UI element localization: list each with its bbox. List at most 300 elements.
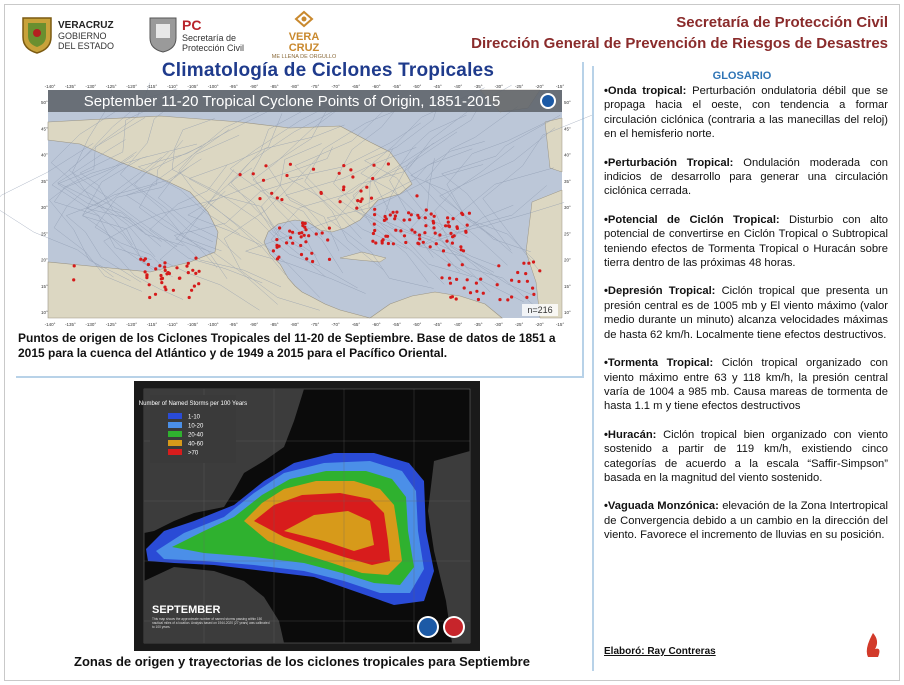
elaboro-credit: Elaboró: Ray Contreras <box>604 646 716 657</box>
origin-point <box>459 245 462 248</box>
latitude-tick-label: 50° <box>564 100 571 105</box>
longitude-tick-label: -75° <box>311 84 320 89</box>
glossary-definition: Ondulación moderada con indicios de desarrollo para generar una circulación ciclónica cerrada. <box>604 156 888 198</box>
origin-point <box>315 232 318 235</box>
origin-point <box>355 207 358 210</box>
origin-point <box>275 238 278 241</box>
map1-count: n=216 <box>527 305 553 315</box>
origin-point <box>452 217 455 220</box>
origin-point <box>464 231 467 234</box>
longitude-tick-label: -110° <box>167 84 178 89</box>
longitude-tick-label: -135° <box>64 84 76 89</box>
glossary-definition: Ciclón tropical bien organizado con viento sostenido a partir de 119 km/h, existiendo cinco categorías de acuerdo a la escala “Saffir-Simpson” basada en la magnitud del viento sostenido. <box>604 428 888 484</box>
glossary-term: •Potencial de Ciclón Tropical: <box>604 213 780 226</box>
longitude-tick-label: -90° <box>249 322 259 327</box>
legend-label: 20-40 <box>188 432 204 439</box>
longitude-tick-label: -100° <box>207 322 219 327</box>
origin-point <box>410 228 413 231</box>
origin-point <box>258 197 261 200</box>
latitude-tick-label: 15° <box>564 283 571 289</box>
origin-point <box>188 296 191 299</box>
origin-point <box>187 271 190 274</box>
origin-point <box>289 163 292 166</box>
origin-point <box>418 234 421 237</box>
glossary-term: •Huracán: <box>604 428 657 441</box>
origin-point <box>311 260 314 263</box>
origin-point <box>349 168 352 171</box>
longitude-tick-label: -30° <box>494 84 503 89</box>
origin-point <box>303 234 306 237</box>
origin-point <box>392 211 395 214</box>
origin-point <box>517 280 520 283</box>
origin-point <box>477 298 480 301</box>
legend-label: 10-20 <box>188 423 204 430</box>
header-title-direccion: Dirección General de Prevención de Riesgos de Desastres <box>471 35 888 52</box>
origin-point <box>455 225 458 228</box>
origin-point <box>371 240 374 243</box>
origin-point <box>163 261 166 264</box>
origin-point <box>506 298 509 301</box>
origin-point <box>497 264 500 267</box>
logo-proteccion-civil <box>148 12 260 58</box>
latitude-tick-label: 10° <box>41 310 48 315</box>
origin-point <box>449 296 452 299</box>
longitude-tick-label: -35° <box>474 84 483 89</box>
origin-point <box>416 214 419 217</box>
longitude-tick-label: -60° <box>372 84 381 89</box>
origin-point <box>438 233 441 236</box>
origin-point <box>498 298 501 301</box>
origin-point <box>298 232 301 235</box>
origin-point <box>278 226 281 229</box>
latitude-tick-label: 20° <box>41 257 48 263</box>
origin-point <box>175 266 178 269</box>
latitude-tick-label: 20° <box>564 257 571 263</box>
header-title-secretaria: Secretaría de Protección Civil <box>676 14 888 31</box>
glossary-term: •Tormenta Tropical: <box>604 357 714 370</box>
glossary-definition: Perturbación ondulatoria débil que se propaga hacia el oeste, con tendencia a formar circulación ciclónica (contraria a las manecillas del reloj) en el hemisferio norte. <box>604 85 889 141</box>
origin-point <box>321 231 324 234</box>
origin-point <box>163 265 166 268</box>
longitude-tick-label: -115° <box>146 84 158 89</box>
origin-point <box>144 270 147 273</box>
origin-point <box>532 293 535 296</box>
latitude-tick-label: 35° <box>564 178 571 184</box>
veracruz-shield-icon <box>20 15 54 55</box>
origin-point <box>373 223 376 226</box>
longitude-tick-label: -80° <box>290 322 299 327</box>
origin-point <box>524 272 527 275</box>
origin-point <box>445 240 448 243</box>
logo-vera-line3: ME LLENA DE ORGULLO <box>271 53 337 60</box>
origin-point <box>160 281 163 284</box>
latitude-tick-label: 25° <box>41 231 48 237</box>
glossary-entry <box>594 156 890 199</box>
origin-point <box>434 232 437 235</box>
origin-point <box>154 293 157 296</box>
longitude-tick-label: -15° <box>555 84 565 89</box>
header-titles <box>471 12 888 55</box>
longitude-tick-label: -120° <box>126 84 138 89</box>
origin-point <box>339 200 342 203</box>
origin-point <box>193 285 196 288</box>
origin-point <box>448 263 451 266</box>
origin-point <box>262 179 265 182</box>
origin-point <box>338 172 341 175</box>
longitude-tick-label: -30° <box>494 322 503 327</box>
origin-point <box>394 229 397 232</box>
origin-point <box>416 242 419 245</box>
longitude-tick-label: -140° <box>44 322 56 327</box>
origin-point <box>276 196 279 199</box>
origin-point <box>328 258 331 261</box>
origin-point <box>365 186 368 189</box>
longitude-tick-label: -45° <box>433 84 442 89</box>
logo-veracruz-gobierno <box>20 12 138 58</box>
origin-point <box>239 173 242 176</box>
longitude-tick-label: -75° <box>311 322 320 327</box>
origin-point <box>432 220 435 223</box>
origin-point <box>342 188 345 191</box>
glossary-entries <box>594 84 890 543</box>
longitude-tick-label: -85° <box>270 84 279 89</box>
origin-point <box>389 213 392 216</box>
longitude-tick-label: -25° <box>515 322 524 327</box>
origin-point <box>142 259 145 262</box>
latitude-tick-label: 10° <box>564 310 571 315</box>
caption-origin-map: Puntos de origen de los Ciclones Tropicales del 11-20 de Septiembre. Base de datos de 1851 a 2015 para la cuenca del Atlántico y de 1949 a 2015 para el Pacífico Oriental. <box>18 331 556 360</box>
origin-point <box>272 249 275 252</box>
origin-point <box>538 269 541 272</box>
origin-point <box>145 276 148 279</box>
origin-point <box>460 212 463 215</box>
logo-vera-line1: VERA <box>288 30 320 43</box>
longitude-tick-label: -70° <box>331 84 340 89</box>
origin-point <box>172 289 175 292</box>
logo-veracruz-line3: DEL ESTADO <box>58 40 115 51</box>
longitude-tick-label: -70° <box>331 322 340 327</box>
latitude-tick-label: 40° <box>564 152 571 158</box>
origin-point <box>424 216 427 219</box>
longitude-tick-label: -125° <box>105 322 117 327</box>
origin-point <box>148 296 151 299</box>
glossary-entry <box>594 284 890 342</box>
cyclone-origin-map <box>40 82 570 328</box>
caption-frequency-map: Zonas de origen y trayectorias de los ciclones tropicales para Septiembre <box>74 654 530 669</box>
origin-point <box>299 244 302 247</box>
longitude-tick-label: -55° <box>392 322 401 327</box>
origin-point <box>526 280 529 283</box>
glossary-panel <box>592 66 890 671</box>
origin-point <box>418 237 421 240</box>
origin-point <box>413 231 416 234</box>
origin-point <box>447 221 450 224</box>
origin-point <box>393 217 396 220</box>
origin-point <box>194 257 197 260</box>
origin-point <box>516 271 519 274</box>
origin-point <box>410 213 413 216</box>
origin-point <box>190 289 193 292</box>
origin-point <box>449 282 452 285</box>
origin-point <box>304 222 307 225</box>
origin-point <box>304 240 307 243</box>
origin-point <box>403 234 406 237</box>
origin-point <box>359 189 362 192</box>
origin-point <box>442 249 445 252</box>
latitude-tick-label: 45° <box>41 126 48 132</box>
origin-point <box>178 277 181 280</box>
longitude-tick-label: -20° <box>535 322 544 327</box>
origin-point <box>72 278 75 281</box>
origin-point <box>342 185 345 188</box>
longitude-tick-label: -50° <box>413 322 422 327</box>
origin-point <box>455 278 458 281</box>
longitude-tick-label: -35° <box>474 322 483 327</box>
longitude-tick-label: -130° <box>85 322 97 327</box>
origin-point <box>167 271 170 274</box>
origin-point <box>432 226 435 229</box>
origin-point <box>446 216 449 219</box>
origin-point <box>482 292 485 295</box>
longitude-tick-label: -95° <box>229 84 238 89</box>
origin-point <box>198 270 201 273</box>
glossary-entry <box>594 428 890 486</box>
longitude-tick-label: -65° <box>351 322 361 327</box>
origin-point <box>449 232 452 235</box>
origin-point <box>328 227 331 230</box>
origin-point <box>444 224 447 227</box>
origin-point <box>159 274 162 277</box>
origin-point <box>139 258 142 261</box>
origin-point <box>289 236 292 239</box>
logo-pc-line2: Secretaría de <box>182 33 237 43</box>
origin-point <box>300 253 303 256</box>
logo-vera-line2: CRUZ <box>288 41 320 54</box>
origin-point <box>276 246 279 249</box>
glossary-entry <box>594 84 890 142</box>
glossary-entry <box>594 213 890 271</box>
origin-point <box>291 242 294 245</box>
origin-point <box>154 267 157 270</box>
latitude-tick-label: 40° <box>41 152 48 158</box>
origin-point <box>280 198 283 201</box>
origin-point <box>440 276 443 279</box>
origin-point <box>435 242 438 245</box>
origin-point <box>422 241 425 244</box>
origin-point <box>326 238 329 241</box>
origin-point <box>387 242 390 245</box>
latitude-tick-label: 15° <box>41 283 48 289</box>
longitude-tick-label: -110° <box>167 322 178 327</box>
origin-point <box>160 277 163 280</box>
origin-point <box>373 208 376 211</box>
latitude-tick-label: 25° <box>564 231 571 237</box>
longitude-tick-label: -40° <box>453 84 463 89</box>
origin-point <box>371 177 374 180</box>
origin-point <box>394 214 397 217</box>
origin-point <box>373 213 376 216</box>
origin-point <box>342 164 345 167</box>
origin-point <box>305 257 308 260</box>
origin-point <box>73 264 76 267</box>
small-brand-logo <box>862 631 884 661</box>
latitude-tick-label: 30° <box>41 205 48 210</box>
origin-point <box>351 175 354 178</box>
origin-point <box>404 241 407 244</box>
longitude-tick-label: -125° <box>105 84 117 89</box>
origin-point <box>194 272 197 275</box>
origin-point <box>522 262 525 265</box>
longitude-tick-label: -130° <box>85 84 97 89</box>
header <box>10 8 894 60</box>
glossary-term: •Perturbación Tropical: <box>604 156 734 169</box>
glossary-definition: Disturbio con alto potencial de convertirse en Ciclón Tropical o Subtropical teniendo efectos de Tormenta Tropical o Huracán sobre tierra dentro de las próximas 48 horas. <box>604 213 889 270</box>
origin-point <box>399 229 402 232</box>
origin-point <box>373 229 376 232</box>
origin-point <box>403 219 406 222</box>
longitude-tick-label: -15° <box>555 322 565 327</box>
longitude-tick-label: -85° <box>270 322 279 327</box>
glossary-entry <box>594 356 890 414</box>
origin-point <box>408 218 411 221</box>
origin-point <box>381 241 384 244</box>
origin-point <box>392 242 395 245</box>
origin-point <box>285 174 288 177</box>
origin-point <box>430 212 433 215</box>
map2-note <box>152 617 272 643</box>
glossary-term: •Depresión Tropical: <box>604 285 716 298</box>
longitude-tick-label: -20° <box>535 84 544 89</box>
origin-point <box>479 278 482 281</box>
origin-point <box>304 228 307 231</box>
origin-point <box>527 262 530 265</box>
origin-point <box>370 197 373 200</box>
longitude-tick-label: -100° <box>207 84 219 89</box>
map1-title: September 11-20 Tropical Cyclone Points of Origin, 1851-2015 <box>83 93 501 110</box>
origin-point <box>288 230 291 233</box>
origin-point <box>163 286 166 289</box>
longitude-tick-label: -50° <box>413 84 422 89</box>
longitude-tick-label: -135° <box>64 322 76 327</box>
glossary-entry <box>594 499 890 542</box>
main-title: Climatología de Ciclones Tropicales <box>161 60 495 81</box>
origin-point <box>466 278 469 281</box>
origin-point <box>387 162 390 165</box>
vera-ornament-icon <box>295 11 313 27</box>
latitude-tick-label: 45° <box>564 126 571 132</box>
origin-point <box>395 211 398 214</box>
origin-point <box>148 283 151 286</box>
origin-point <box>310 252 313 255</box>
origin-point <box>525 296 528 299</box>
origin-point <box>356 199 359 202</box>
legend-swatch <box>168 422 182 428</box>
logo-veracruz-line1: VERACRUZ <box>58 19 114 31</box>
legend-label: >70 <box>188 450 199 457</box>
logo-veracruz-orgullo <box>264 12 344 58</box>
origin-point <box>460 248 463 251</box>
longitude-tick-label: -95° <box>229 322 238 327</box>
origin-point <box>415 194 418 197</box>
origin-point <box>191 269 194 272</box>
origin-point <box>145 273 148 276</box>
longitude-tick-label: -105° <box>187 84 199 89</box>
month-label: SEPTEMBER <box>152 604 221 616</box>
cyclone-origin-map-graphic <box>40 82 570 328</box>
origin-point <box>532 260 535 263</box>
origin-point <box>312 168 315 171</box>
logo-veracruz-line2: GOBIERNO <box>58 30 107 41</box>
longitude-tick-label: -115° <box>146 322 158 327</box>
longitude-tick-label: -25° <box>515 84 524 89</box>
origin-point <box>307 234 310 237</box>
legend-swatch <box>168 449 182 455</box>
glossary-definition: elevación de la Zona Intertropical de Convergencia debido a un cambio en la dirección del viento. Favorece el incremento de lluvias en su posición. <box>604 500 889 542</box>
origin-point <box>451 242 454 245</box>
legend-label: 40-60 <box>188 441 204 448</box>
origin-point <box>496 283 499 286</box>
origin-point <box>466 224 469 227</box>
origin-point <box>475 290 478 293</box>
origin-point <box>270 192 273 195</box>
legend-title: Number of Named Storms per 100 Years <box>138 401 248 407</box>
longitude-tick-label: -90° <box>249 84 259 89</box>
longitude-tick-label: -55° <box>392 84 401 89</box>
origin-point <box>463 286 466 289</box>
latitude-tick-label: 35° <box>41 178 48 184</box>
origin-point <box>448 277 451 280</box>
origin-point <box>285 241 288 244</box>
glossary-term: •Onda tropical: <box>604 85 687 97</box>
glossary-definition: Ciclón tropical organizado con viento máximo entre 63 y 118 km/h, la presión central varía de 1004 a 985 mb. Causa mareas de tormenta de hasta 1.1 m y tiene efectos destructivos <box>604 357 888 413</box>
origin-point <box>374 241 377 244</box>
origin-point <box>197 282 200 285</box>
legend-swatch <box>168 431 182 437</box>
legend-swatch <box>168 413 182 419</box>
origin-point <box>468 212 471 215</box>
glossary-title: GLOSARIO <box>712 70 772 82</box>
origin-point <box>187 262 190 265</box>
origin-point <box>276 257 279 260</box>
pc-shield-icon <box>148 16 178 54</box>
origin-point <box>252 172 255 175</box>
origin-point <box>361 197 364 200</box>
origin-point <box>158 264 161 267</box>
origin-point <box>531 287 534 290</box>
legend-swatch <box>168 440 182 446</box>
origin-point <box>372 164 375 167</box>
origin-point <box>469 291 472 294</box>
origin-point <box>510 295 513 298</box>
map2-note-text: This map shows the approximate number of named storms passing within 150 nautical miles of a location. Analysis based on 1944-2020 (27 years) was calibrated to 100 years. <box>152 617 270 629</box>
origin-point <box>372 232 375 235</box>
longitude-tick-label: -120° <box>126 322 138 327</box>
latitude-tick-label: 30° <box>564 205 571 210</box>
origin-point <box>147 263 150 266</box>
glossary-term: •Vaguada Monzónica: <box>604 500 719 513</box>
origin-point <box>455 297 458 300</box>
longitude-tick-label: -65° <box>351 84 361 89</box>
logo-pc-abbr: PC <box>182 17 202 33</box>
legend-label: 1-10 <box>188 414 201 421</box>
origin-point <box>423 231 426 234</box>
logo-pc-line3: Protección Civil <box>182 43 245 53</box>
origin-point <box>164 269 167 272</box>
origin-point <box>319 191 322 194</box>
latitude-tick-label: 50° <box>41 100 48 105</box>
origin-point <box>407 211 410 214</box>
origin-point <box>185 265 188 268</box>
